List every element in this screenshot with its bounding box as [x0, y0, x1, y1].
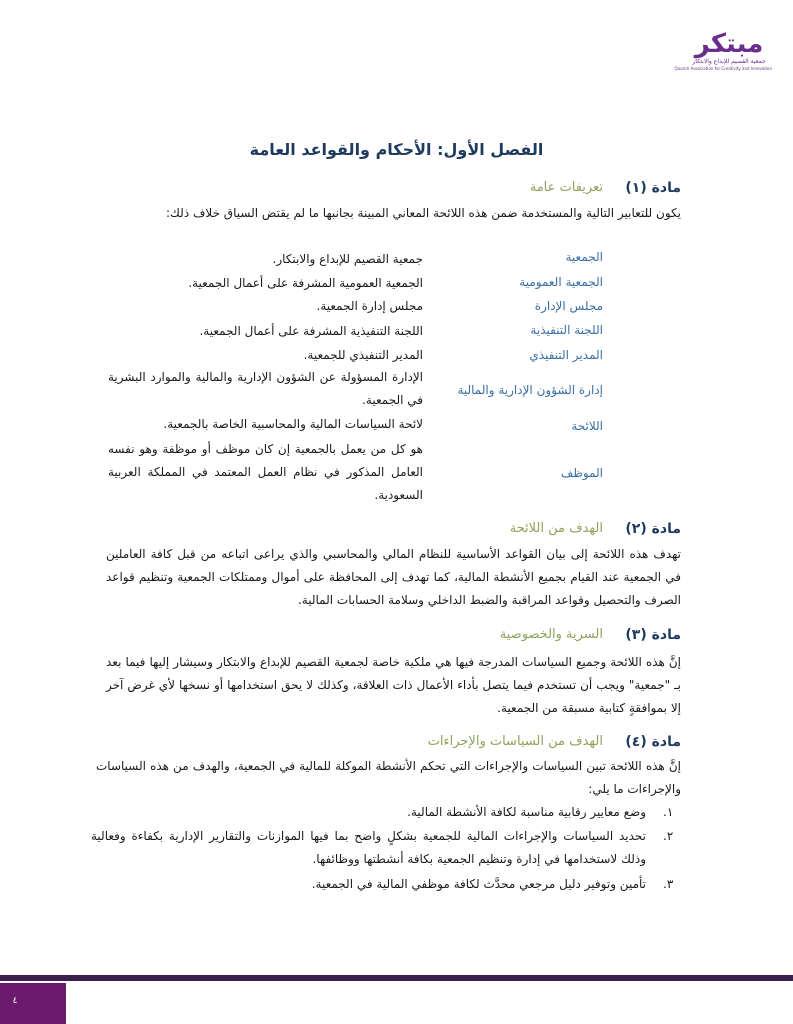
- article-3-text: إنَّ هذه اللائحة وجميع السياسات المدرجة فيها هي ملكية خاصة لجمعية القصيم للإبداع والابتكار وسيشار إليها فيما بعد بـ "جمعية" ويجب أن تستخدم فيما يتصل بأداء الأعمال ذات العلاقة، وكذلك لا يحق استخدامها أو نسخها لأي غرض آخر إلا بموافقةٍ كتابية مسبقة من الجمعية.: [106, 655, 681, 715]
- article-label: [609, 734, 681, 750]
- article-4-intro: إنَّ هذه اللائحة تبين السياسات والإجراءات التي تحكم الأنشطة الموكلة للمالية في الجمعية، والهدف من هذه السياسات والإجراءات ما يلي:: [96, 759, 681, 796]
- definition-term: مجلس الإدارة: [534, 299, 603, 313]
- list-text: تأمين وتوفير دليل مرجعي محدَّث لكافة موظفي المالية في الجمعية.: [311, 877, 646, 891]
- list-item: [91, 825, 681, 871]
- definition-term: الجمعية العمومية: [519, 275, 603, 289]
- definition-desc: الجمعية العمومية المشرفة على أعمال الجمعية.: [188, 276, 423, 290]
- definition-term: اللائحة: [571, 419, 603, 433]
- article-label: [609, 521, 681, 537]
- definition-term: الجمعية: [565, 250, 603, 264]
- definition-desc: لائحة السياسات المالية والمحاسبية الخاصة بالجمعية.: [163, 417, 423, 431]
- article-word: مادة: [651, 627, 681, 643]
- article-number: (١): [625, 180, 647, 196]
- definition-term: الموظف: [560, 466, 603, 480]
- definition-term: اللجنة التنفيذية: [530, 323, 603, 337]
- list-item: [91, 801, 681, 824]
- article-label: [609, 180, 681, 196]
- article-number: (٣): [625, 627, 647, 643]
- article-word: مادة: [651, 734, 681, 750]
- definition-desc: مجلس إدارة الجمعية.: [316, 299, 423, 313]
- definition-desc: هو كل من يعمل بالجمعية إن كان موظف أو موظفة وهو نفسه العامل المذكور في نظام العمل المعتمد في المملكة العربية السعودية.: [108, 442, 423, 502]
- definition-desc: اللجنة التنفيذية المشرفة على أعمال الجمعية.: [199, 324, 423, 338]
- article-number: (٢): [625, 521, 647, 537]
- logo-subtitle-ar: جمعية القصيم للإبداع والابتكار: [692, 58, 766, 65]
- article-2-text: تهدف هذه اللائحة إلى بيان القواعد الأساسية للنظام المالي والمحاسبي والذي يراعى اتباعه من قبل كافة العاملين في الجمعية عند القيام بجميع الأنشطة المالية، كما تهدف إلى المحافظة على أموال وممتلكات الجمعية وتنظيم قواعد الصرف والتحصيل وقواعد المراقبة والضبط الداخلي وسلامة الحسابات المالية.: [106, 547, 681, 607]
- article-word: مادة: [651, 180, 681, 196]
- list-number: ١.: [663, 805, 674, 819]
- article-label: [609, 627, 681, 643]
- list-text: تحديد السياسات والإجراءات المالية للجمعية بشكلٍ واضح بما فيها الموازنات والتقارير الإدارية بكفاءة وفعالية وذلك لاستخدامها في إدارة وتنظيم الجمعية بكافة أنشطتها ووظائفها.: [91, 829, 646, 866]
- article-heading: الهدف من السياسات والإجراءات: [427, 734, 603, 749]
- article-heading: السرية والخصوصية: [499, 627, 603, 642]
- definition-term: إدارة الشؤون الإدارية والمالية: [457, 383, 603, 397]
- definition-term: المدير التنفيذي: [529, 348, 603, 362]
- definition-desc: المدير التنفيذي للجمعية.: [303, 348, 423, 362]
- definition-desc: جمعية القصيم للإبداع والابتكار.: [272, 252, 423, 266]
- list-number: ٢.: [663, 829, 674, 843]
- list-number: ٣.: [663, 877, 674, 891]
- logo-subtitle-en: Qassim Association for Creativity and Innovation: [674, 66, 772, 71]
- logo-wordmark: مبتكر: [694, 29, 764, 59]
- article-heading: الهدف من اللائحة: [509, 521, 603, 536]
- list-item: [91, 873, 681, 896]
- article-heading: تعريفات عامة: [529, 180, 603, 195]
- association-logo: [674, 29, 772, 80]
- list-text: وضع معايير رقابية مناسبة لكافة الأنشطة المالية.: [407, 805, 646, 819]
- definition-desc: الإدارة المسؤولة عن الشؤون الإدارية والمالية والموارد البشرية في الجمعية.: [108, 370, 423, 407]
- article-1-intro: يكون للتعابير التالية والمستخدمة ضمن هذه اللائحة المعاني المبينة بجانبها ما لم يقتض السياق خلاف ذلك:: [166, 206, 681, 220]
- chapter-title: الفصل الأول: الأحكام والقواعد العامة: [249, 140, 544, 159]
- article-number: (٤): [625, 734, 647, 750]
- footer-divider: [0, 975, 793, 981]
- article-word: مادة: [651, 521, 681, 537]
- page-number: ٤: [12, 996, 18, 1006]
